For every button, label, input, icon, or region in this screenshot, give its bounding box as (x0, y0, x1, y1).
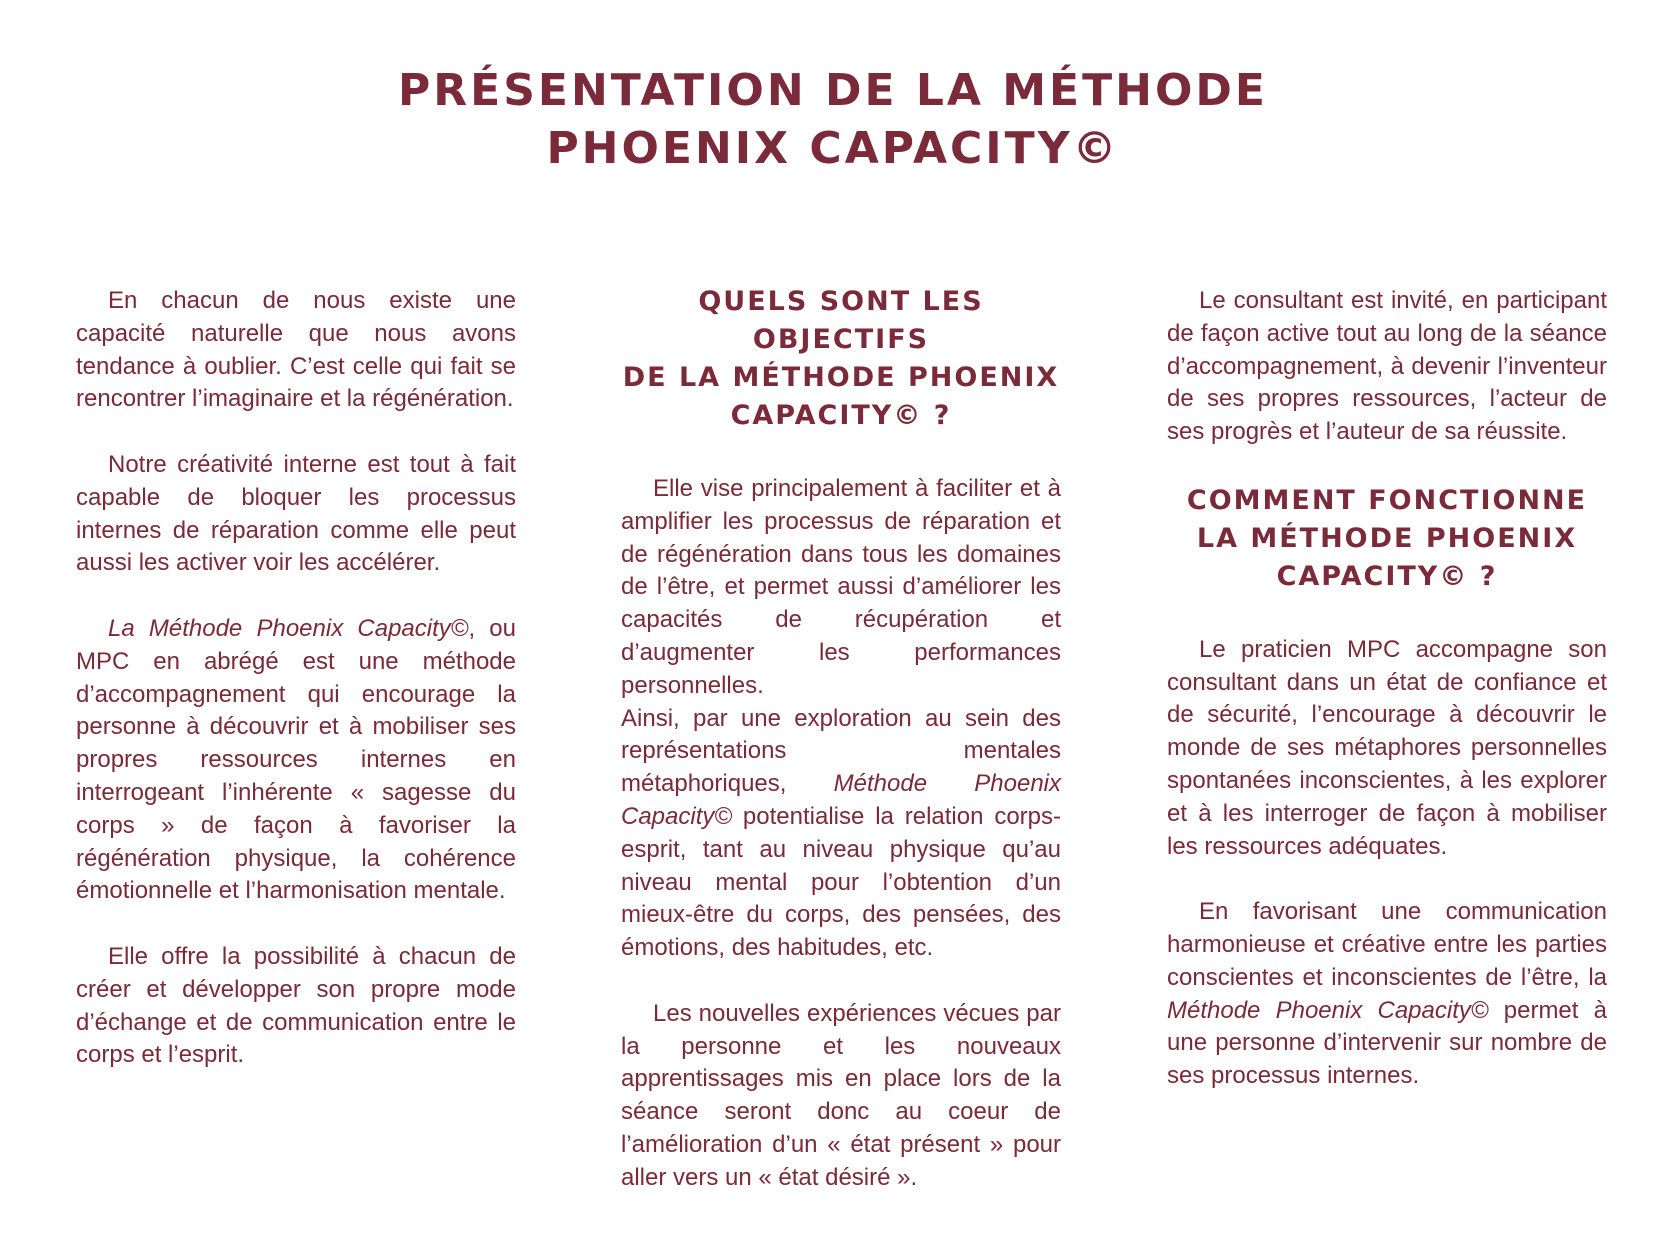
paragraph-possibilite: Elle offre la possibilité à chacun de créer et développer son propre mode d’échange et de communication entre le corps et l’esprit. (76, 942, 516, 1069)
paragraph-definition-mpc (76, 613, 516, 908)
page-title (0, 62, 1666, 178)
heading-fonctionnement (1167, 482, 1607, 596)
column-middle (621, 285, 1061, 1227)
page-title-line1: PRÉSENTATION DE LA MÉTHODE (398, 65, 1268, 116)
heading-fonctionnement-line1: COMMENT FONCTIONNE (1186, 484, 1588, 516)
column-left (76, 285, 516, 1105)
paragraph-vise-principalement: Elle vise principalement à faciliter et à amplifier les processus de réparation et de régénération dans tous les domaines de l’être, et permet aussi d’améliorer les capacités de récupération et d’augmenter les performances personnelles. (621, 475, 1061, 699)
paragraph-exploration-rest: potentialise la relation corps-esprit, tant au niveau physique qu’au niveau mental pour l’obtention d’un mieux-être du corps, des pensées, des émotions, des habitudes, etc. (621, 802, 1061, 962)
heading-objectifs-line2: DE LA MÉTHODE PHOENIX (622, 362, 1060, 393)
heading-fonctionnement-line2: LA MÉTHODE PHOENIX (1196, 522, 1578, 554)
heading-objectifs (621, 283, 1061, 435)
paragraph-capacite-naturelle: En chacun de nous existe une capacité naturelle que nous avons tendance à oublier. C’est celle qui fait se rencontrer l’imaginaire et la régénération. (76, 287, 516, 413)
paragraph-exploration (621, 703, 1061, 965)
paragraph-communication-start: En favorisant une communication harmonieuse et créative entre les parties conscientes et inconscientes de l’être, la (1167, 898, 1607, 991)
method-name-italic: La Méthode Phoenix Capacity© (108, 614, 469, 642)
heading-fonctionnement-line3: CAPACITY© ? (1276, 560, 1498, 592)
heading-objectifs-line1: QUELS SONT LES OBJECTIFS (698, 286, 984, 355)
column-right (1167, 285, 1607, 1126)
page-title-line2: PHOENIX CAPACITY© (546, 123, 1120, 174)
paragraph-communication-rest: permet à une personne d’intervenir sur nombre de ses processus internes. (1167, 996, 1607, 1090)
heading-objectifs-line3: CAPACITY© ? (730, 400, 952, 431)
paragraph-exploration-start: Ainsi, par une exploration au sein des représentations mentales métaphoriques, (621, 704, 1061, 798)
paragraph-praticien: Le praticien MPC accompagne son consultant dans un état de confiance et de sécurité, l’encourage à découvrir le monde de ses métaphores personnelles spontanées inconscientes, à les explorer et à les interroger de façon à mobiliser les ressources adéquates. (1167, 635, 1607, 860)
paragraph-nouvelles-experiences: Les nouvelles expériences vécues par la personne et les nouveaux apprentissages mis en place lors de la séance seront donc au coeur de l’amélioration d’un « état présent » pour aller vers un « état désiré ». (621, 999, 1061, 1191)
method-name-italic: Méthode Phoenix Capacity© (621, 770, 1061, 830)
paragraph-definition-mpc-text: , ou MPC en abrégé est une méthode d’accompagnement qui encourage la personne à découvrir et à mobiliser ses propres ressources internes en interrogeant l’inhérente « sagesse du corps » de façon à favoriser la régénération physique, la cohérence émotionnelle et l’harmonisation mentale. (76, 614, 517, 905)
paragraph-consultant: Le consultant est invité, en participant de façon active tout au long de la séance d’accompagnement, à devenir l’inventeur de ses propres ressources, l’acteur de ses progrès et l’auteur de sa réussite. (1167, 287, 1607, 446)
paragraph-communication (1167, 896, 1607, 1093)
method-name-italic: Méthode Phoenix Capacity© (1167, 996, 1489, 1024)
paragraph-creativite-interne: Notre créativité interne est tout à fait capable de bloquer les processus internes de réparation comme elle peut aussi les activer voir les accélérer. (76, 450, 516, 577)
